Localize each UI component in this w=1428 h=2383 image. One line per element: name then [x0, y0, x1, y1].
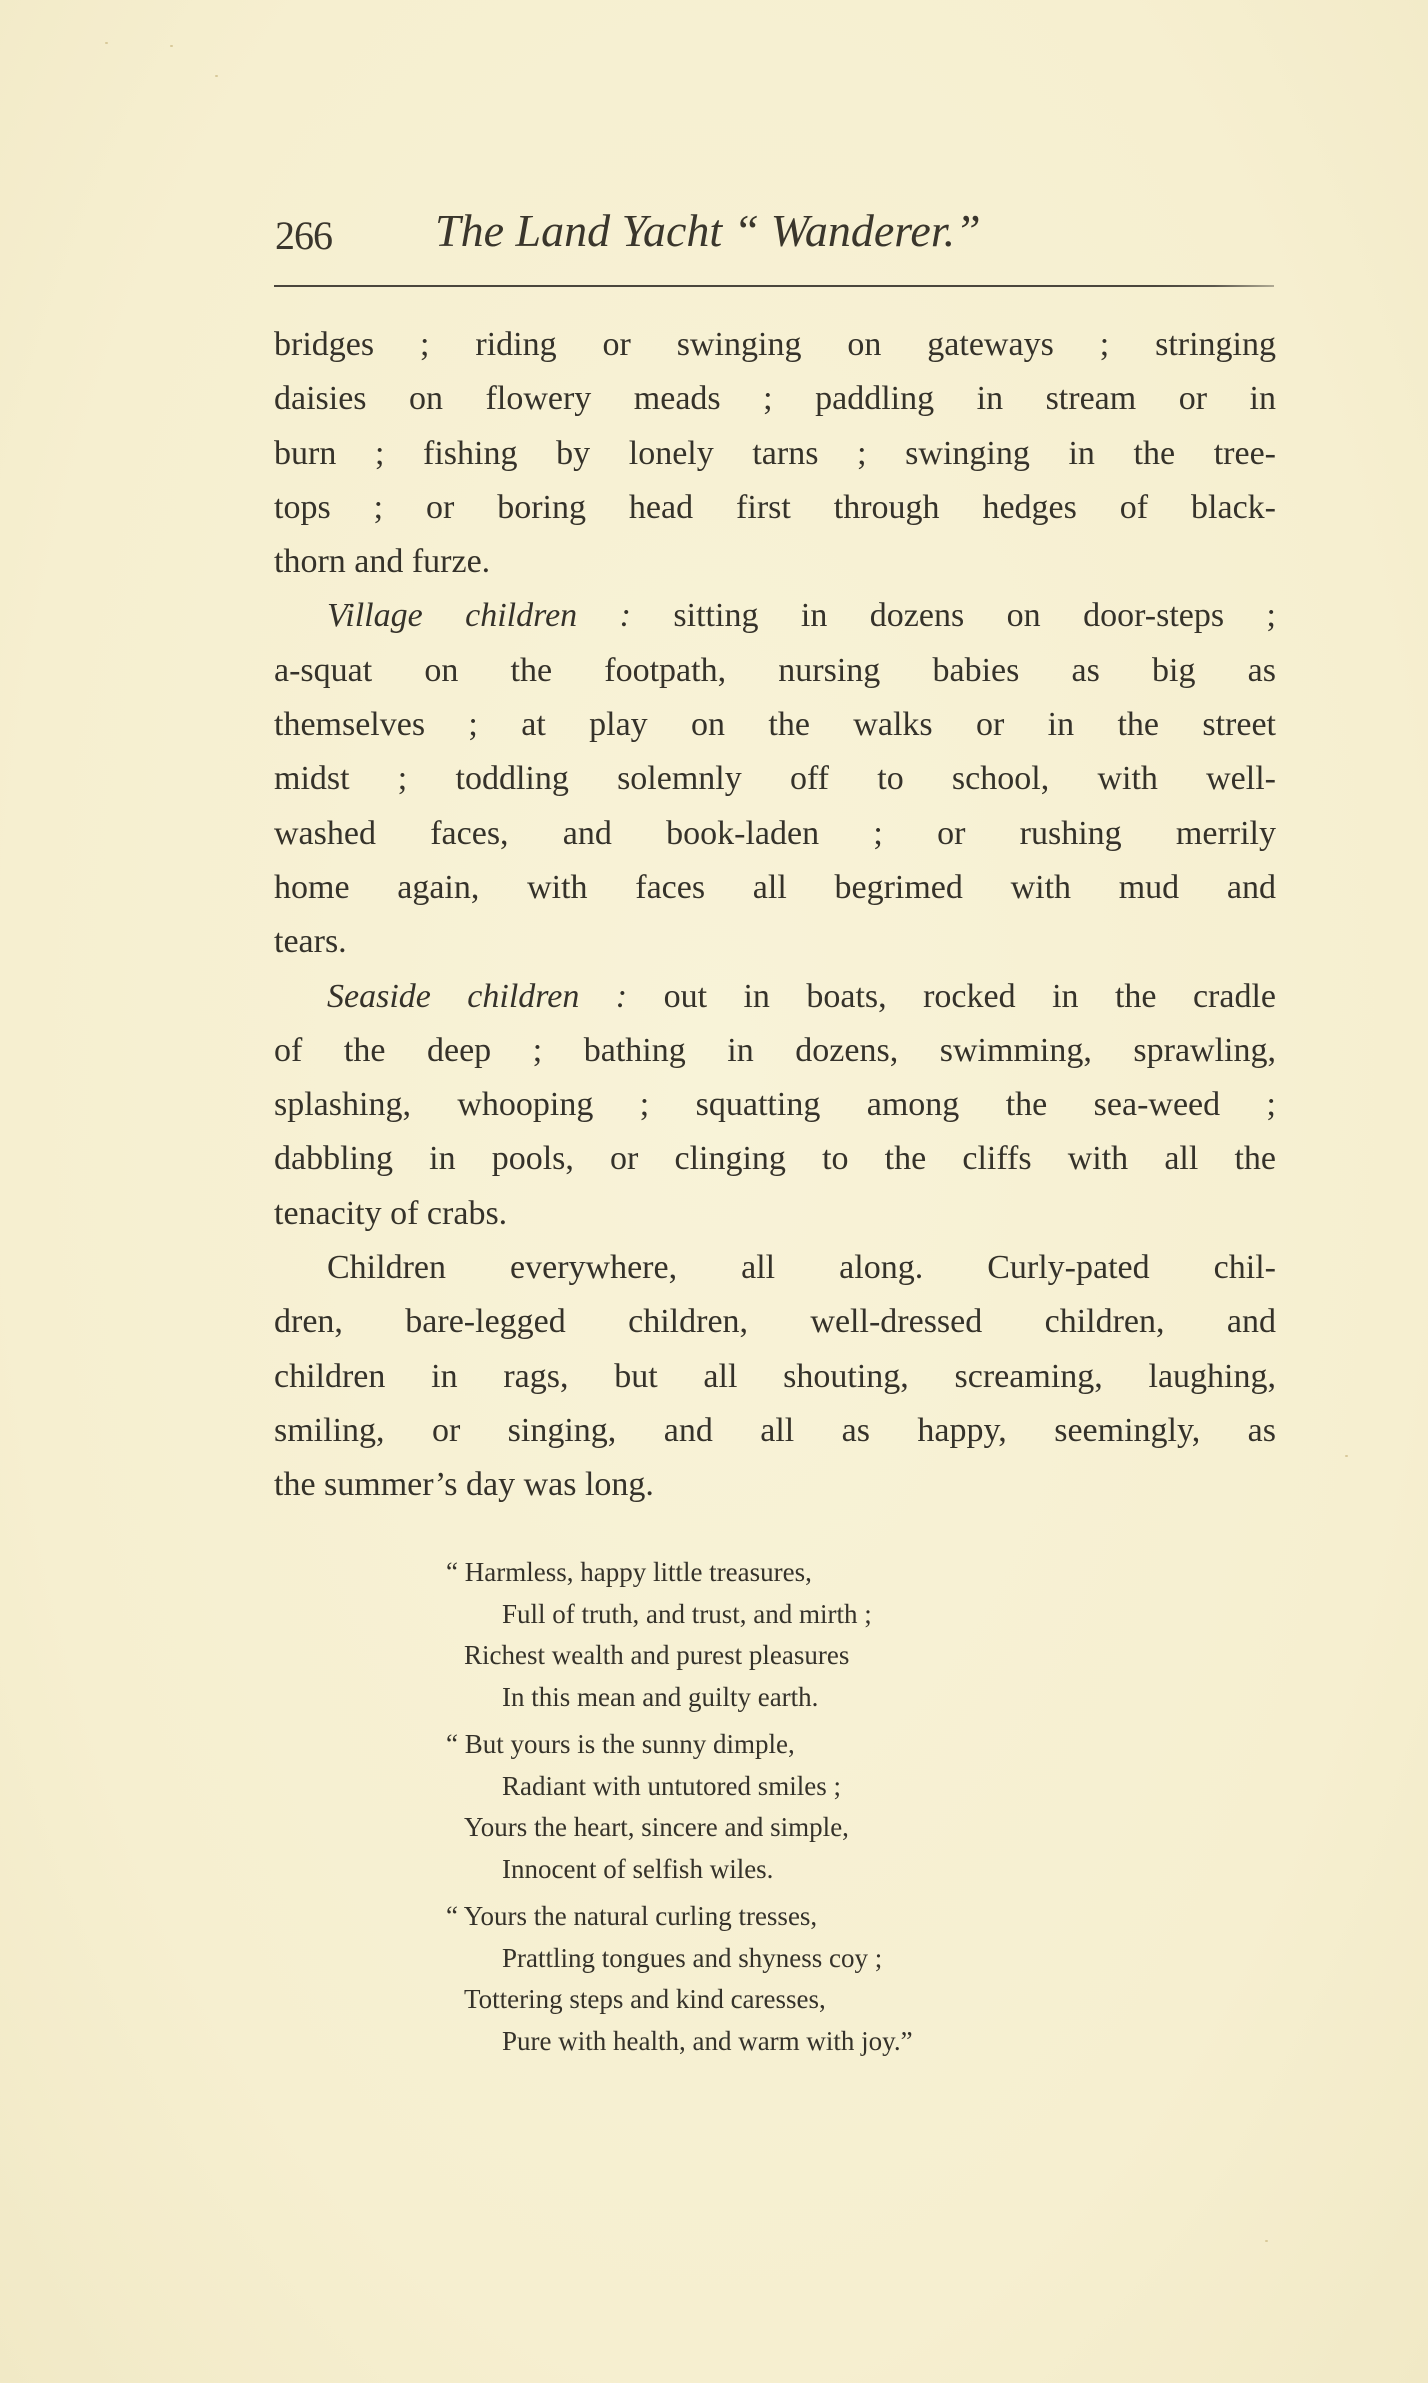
text-fragment: out in boats, rocked in the cradle — [627, 977, 1276, 1015]
page-number: 266 — [275, 213, 332, 258]
poem-line: “ Harmless, happy little treasures, — [446, 1557, 812, 1587]
paper-speck — [105, 42, 108, 44]
body-text — [274, 318, 1276, 1513]
paper-speck — [1265, 2240, 1268, 2242]
paragraph-village-children — [274, 589, 1276, 969]
text-line — [274, 589, 1276, 643]
text-line: thorn and furze. — [274, 543, 491, 581]
text-fragment: sitting in dozens on door-steps ; — [630, 597, 1276, 635]
text-line: smiling, or singing, and all as happy, seemingly, as — [274, 1411, 1276, 1449]
text-line: tears. — [274, 923, 347, 961]
text-line: tops ; or boring head first through hedges of black- — [274, 488, 1276, 526]
paragraph-1 — [274, 318, 1276, 589]
text-line: of the deep ; bathing in dozens, swimming, sprawling, — [274, 1031, 1276, 1069]
poem-line: Radiant with untutored smiles ; — [502, 1770, 841, 1801]
running-title: The Land Yacht “ Wanderer.” — [435, 205, 981, 256]
text-line: tenacity of crabs. — [274, 1194, 508, 1232]
poem-stanza — [446, 1552, 1150, 1718]
text-line: Children everywhere, all along. Curly-pated chil- — [327, 1249, 1276, 1287]
text-line: children in rags, but all shouting, screaming, laughing, — [274, 1357, 1276, 1395]
poem-line: Prattling tongues and shyness coy ; — [502, 1942, 883, 1973]
text-line: midst ; toddling solemnly off to school, with well- — [274, 760, 1276, 798]
text-line: the summer’s day was long. — [274, 1466, 654, 1504]
text-line: a-squat on the footpath, nursing babies as big as — [274, 651, 1276, 689]
paragraph-lead: Village children : — [327, 597, 631, 635]
poem-line: “ Yours the natural curling tresses, — [446, 1901, 818, 1931]
text-line: themselves ; at play on the walks or in the street — [274, 706, 1276, 744]
text-line: daisies on flowery meads ; paddling in stream or in — [274, 380, 1276, 418]
poem-line: In this mean and guilty earth. — [502, 1681, 819, 1712]
poem-line: Innocent of selfish wiles. — [502, 1853, 774, 1884]
paragraph-seaside-children — [274, 970, 1276, 1241]
paper-speck — [215, 75, 218, 77]
poem-line: Full of truth, and trust, and mirth ; — [502, 1598, 872, 1629]
header-rule — [274, 285, 1274, 287]
paper-speck — [170, 45, 173, 47]
text-line: dren, bare-legged children, well-dressed children, and — [274, 1303, 1276, 1341]
text-line: burn ; fishing by lonely tarns ; swinging in the tree- — [274, 434, 1276, 472]
poem-line: Richest wealth and purest pleasures — [464, 1640, 850, 1670]
paragraph-lead: Seaside children : — [327, 977, 628, 1015]
text-line: washed faces, and book-laden ; or rushing merrily — [274, 814, 1276, 852]
text-line — [274, 970, 1276, 1024]
poem-line: “ But yours is the sunny dimple, — [446, 1729, 795, 1759]
poem-line: Pure with health, and warm with joy.” — [502, 2025, 913, 2056]
text-line: home again, with faces all begrimed with mud and — [274, 868, 1276, 906]
paragraph-children-everywhere — [274, 1241, 1276, 1512]
text-line: splashing, whooping ; squatting among the sea-weed ; — [274, 1086, 1276, 1124]
poem — [446, 1552, 1150, 2068]
running-head — [275, 200, 1275, 270]
poem-line: Tottering steps and kind caresses, — [464, 1984, 826, 2014]
paper-speck — [1345, 1455, 1348, 1457]
text-line: bridges ; riding or swinging on gateways ; stringing — [274, 326, 1276, 363]
text-line: dabbling in pools, or clinging to the cliffs with all the — [274, 1140, 1276, 1178]
poem-stanza — [446, 1724, 1150, 1890]
poem-line: Yours the heart, sincere and simple, — [464, 1812, 849, 1842]
poem-stanza — [446, 1896, 1150, 2062]
